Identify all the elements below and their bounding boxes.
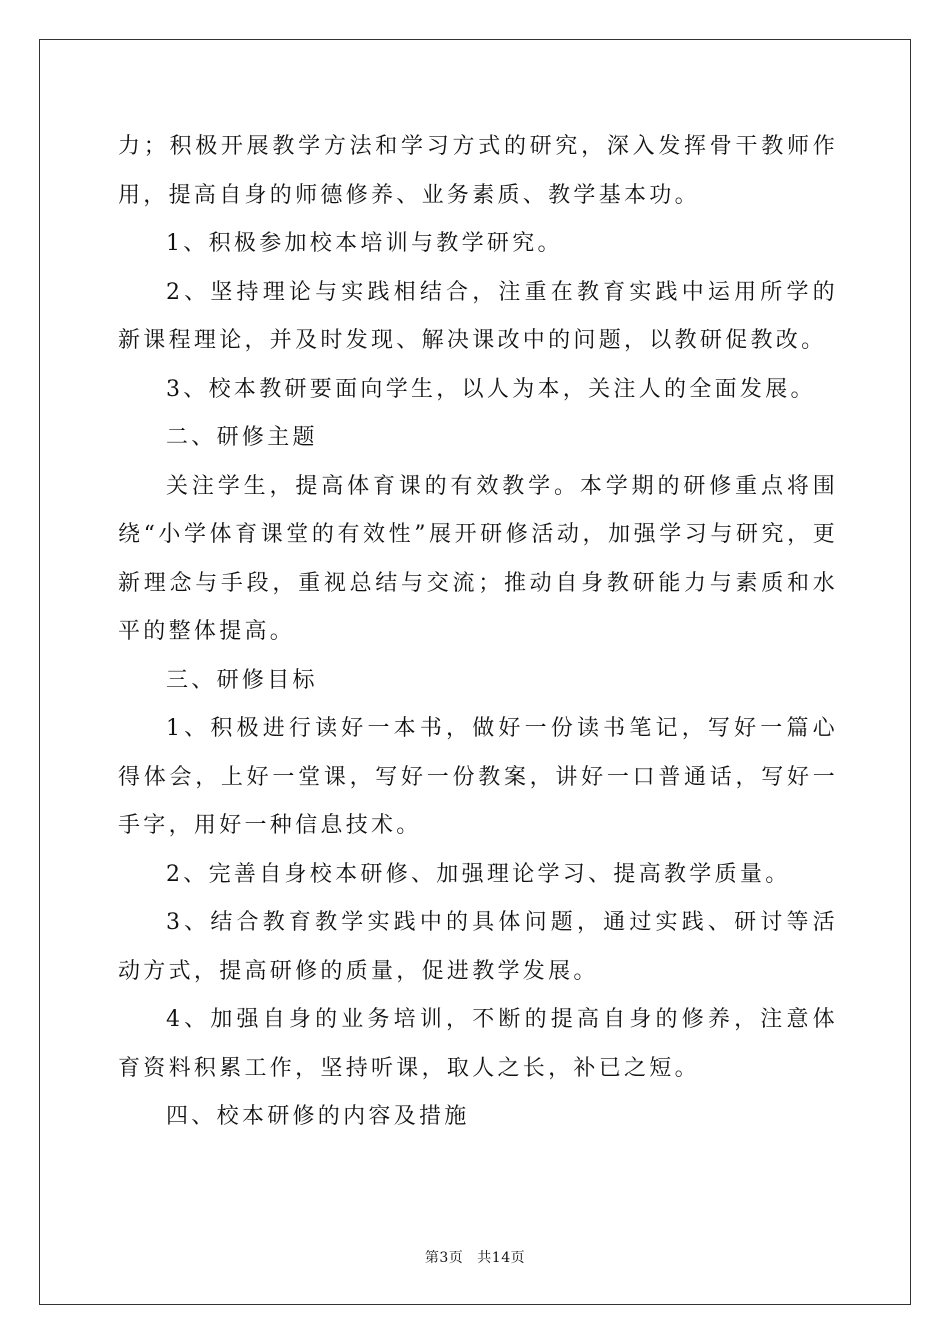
paragraph: 3、结合教育教学实践中的具体问题，通过实践、研讨等活动方式，提高研修的质量，促进教学发展。 xyxy=(118,910,838,984)
section-heading: 四、校本研修的内容及措施 xyxy=(166,1104,470,1129)
paragraph: 力；积极开展教学方法和学习方式的研究，深入发挥骨干教师作用，提高自身的师德修养、业务素质、教学基本功。 xyxy=(118,134,838,208)
paragraph: 4、加强自身的业务培训，不断的提高自身的修养，注意体育资料积累工作，坚持听课，取人之长，补已之短。 xyxy=(118,1007,838,1081)
section-heading: 二、研修主题 xyxy=(166,425,318,450)
document-body xyxy=(118,123,838,1142)
paragraph: 2、坚持理论与实践相结合，注重在教育实践中运用所学的新课程理论，并及时发现、解决课改中的问题，以教研促教改。 xyxy=(118,279,838,353)
page-number-total: 共14页 xyxy=(477,1250,526,1266)
paragraph: 关注学生，提高体育课的有效教学。本学期的研修重点将围绕“小学体育课堂的有效性”展开研修活动，加强学习与研究，更新理念与手段，重视总结与交流；推动自身教研能力与素质和水平的整体提高。 xyxy=(118,473,838,644)
paragraph: 2、完善自身校本研修、加强理论学习、提高教学质量。 xyxy=(166,861,791,887)
paragraph: 1、积极参加校本培训与教学研究。 xyxy=(166,231,563,256)
paragraph: 3、校本教研要面向学生，以人为本，关注人的全面发展。 xyxy=(166,376,816,402)
paragraph: 1、积极进行读好一本书，做好一份读书笔记，写好一篇心得体会，上好一堂课，写好一份教案，讲好一口普通话，写好一手字，用好一种信息技术。 xyxy=(118,716,838,838)
page-number-current: 第3页 xyxy=(424,1250,464,1266)
page-footer xyxy=(0,1247,950,1267)
section-heading: 三、研修目标 xyxy=(166,667,318,693)
